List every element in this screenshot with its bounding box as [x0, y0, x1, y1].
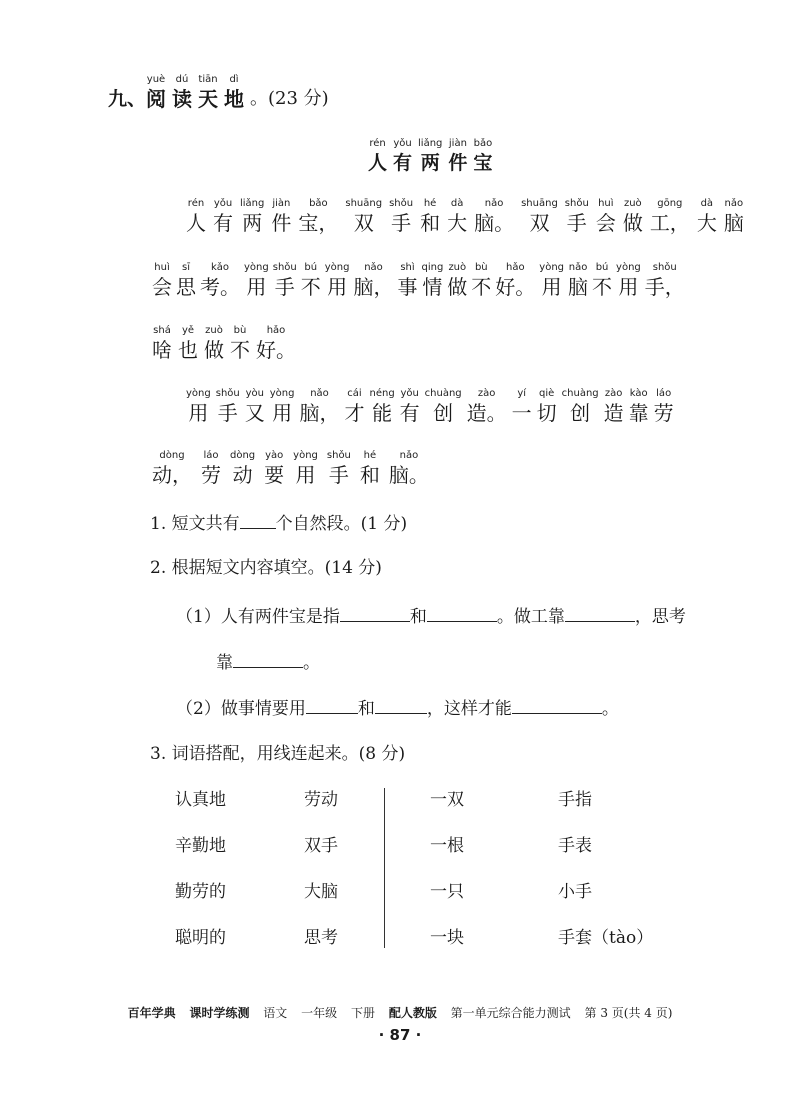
hanzi: 手 — [328, 463, 349, 487]
hanzi: 做 — [622, 211, 643, 235]
pinyin: yí — [517, 388, 527, 399]
hanzi: 做 — [204, 338, 224, 362]
ruby-char — [201, 450, 221, 488]
hanzi: 读 — [172, 87, 193, 111]
hanzi: 手， — [644, 275, 685, 299]
pinyin: yòu — [245, 388, 264, 399]
ruby-char — [512, 388, 532, 426]
hanzi: 用 — [272, 401, 293, 425]
pinyin: rén — [369, 138, 386, 149]
hanzi: 啥 — [152, 338, 172, 362]
match-word[interactable]: 思考 — [304, 928, 338, 948]
hanzi: 劳 — [653, 401, 674, 425]
pinyin: zào — [604, 388, 623, 399]
pinyin: bú — [304, 262, 318, 273]
hanzi: 切 — [536, 401, 557, 425]
ruby-char — [344, 388, 364, 426]
hanzi: 会 — [152, 275, 172, 299]
hanzi: 劳 — [201, 463, 221, 487]
ruby-char — [213, 198, 233, 236]
ruby-char — [447, 262, 467, 300]
hanzi: 手 — [217, 401, 238, 425]
footer-unit: 第一单元综合能力测试 — [450, 1006, 571, 1020]
hanzi: 靠 — [628, 401, 649, 425]
pinyin: dà — [450, 198, 464, 209]
pinyin: yòng — [324, 262, 350, 273]
ruby-char — [654, 388, 674, 426]
ruby-char — [152, 262, 172, 300]
pinyin: nǎo — [724, 198, 744, 209]
ruby-char — [596, 198, 616, 236]
ruby-char — [325, 262, 350, 300]
pinyin: dòng — [159, 450, 185, 461]
ruby-char — [425, 388, 462, 426]
ruby-char — [623, 198, 643, 236]
match-word[interactable]: 大脑 — [304, 882, 338, 902]
hanzi: 不 — [230, 338, 250, 362]
ruby-char — [400, 388, 420, 426]
column-divider — [384, 788, 385, 948]
ruby-char — [301, 262, 321, 300]
ruby-char — [264, 450, 284, 488]
ruby-char — [369, 388, 394, 426]
ruby-char — [568, 262, 588, 300]
hanzi: 事 — [397, 275, 418, 299]
ruby-char — [204, 325, 224, 363]
pinyin: chuàng — [424, 388, 462, 399]
hanzi: 不 — [592, 275, 613, 299]
hanzi: 一 — [511, 401, 532, 425]
ruby-char — [467, 388, 507, 426]
pinyin: nǎo — [310, 388, 329, 399]
answer-blank[interactable] — [565, 603, 635, 622]
footer-volume: 下册 — [350, 1006, 375, 1020]
hanzi: 不 — [300, 275, 321, 299]
pinyin: bú — [595, 262, 609, 273]
hanzi: 地 — [224, 87, 245, 111]
hanzi: 人 — [368, 152, 388, 174]
pinyin: yǒu — [213, 198, 233, 209]
ruby-char — [521, 198, 558, 236]
ruby-char — [152, 325, 172, 363]
hanzi: 和 — [420, 211, 441, 235]
pinyin: shǒu — [272, 262, 297, 273]
pinyin: shǒu — [215, 388, 240, 399]
pinyin: shǒu — [326, 450, 351, 461]
ruby-char — [397, 262, 417, 300]
hanzi: 和 — [359, 463, 380, 487]
pinyin: dòng — [230, 450, 256, 461]
hanzi: 考。 — [200, 275, 240, 299]
pinyin: shì — [400, 262, 415, 273]
pinyin: shá — [153, 325, 171, 336]
ruby-char — [389, 198, 413, 236]
match-word[interactable]: 手套（tào） — [558, 928, 654, 948]
pinyin: sī — [182, 262, 190, 273]
ruby-char — [650, 198, 690, 236]
pinyin: yòng — [539, 262, 565, 273]
hanzi: 造 — [603, 401, 624, 425]
ruby-char — [616, 262, 641, 300]
ruby-char — [368, 138, 387, 176]
pinyin: yào — [265, 450, 284, 461]
hanzi: 脑。 — [388, 463, 429, 487]
ruby-char — [360, 450, 380, 488]
hanzi: 用 — [618, 275, 639, 299]
hanzi: 两 — [242, 211, 263, 235]
pinyin: zuò — [205, 325, 223, 336]
ruby-char — [216, 388, 240, 426]
hanzi: 宝 — [473, 152, 493, 174]
question-2-1: （1）人有两件宝是指 和 。做工靠 ，思考 — [176, 603, 686, 629]
answer-blank[interactable] — [375, 695, 427, 714]
pinyin: zào — [477, 388, 496, 399]
ruby-char — [724, 198, 744, 236]
hanzi: 用 — [541, 275, 562, 299]
passage-line-2 — [152, 262, 689, 300]
pinyin: nǎo — [399, 450, 419, 461]
hanzi: 有 — [393, 152, 413, 174]
match-word[interactable]: 认真地 — [175, 790, 226, 810]
hanzi: 双 — [529, 211, 550, 235]
hanzi: 又 — [244, 401, 265, 425]
pinyin: rén — [187, 198, 205, 209]
ruby-char — [471, 262, 491, 300]
ruby-char — [495, 262, 535, 300]
ruby-char — [592, 262, 612, 300]
pinyin: yǒu — [393, 138, 412, 149]
hanzi: 做 — [447, 275, 468, 299]
pinyin: bǎo — [473, 138, 493, 149]
ruby-char — [273, 262, 297, 300]
ruby-char — [697, 198, 717, 236]
pinyin: dú — [175, 74, 189, 85]
pinyin: shuāng — [521, 198, 558, 209]
pinyin: hǎo — [506, 262, 525, 273]
match-word[interactable]: 一块 — [430, 928, 464, 948]
hanzi: 能 — [372, 401, 393, 425]
ruby-char — [186, 198, 206, 236]
answer-blank[interactable] — [340, 603, 410, 622]
hanzi: 动， — [152, 463, 192, 487]
pinyin: kǎo — [210, 262, 230, 273]
answer-blank[interactable] — [306, 695, 358, 714]
hanzi: 阅 — [146, 87, 167, 111]
pinyin: kào — [629, 388, 648, 399]
ruby-char — [293, 450, 318, 488]
hanzi: 动 — [232, 463, 253, 487]
hanzi: 大 — [447, 211, 468, 235]
hanzi: 脑 — [723, 211, 744, 235]
ruby-char — [447, 198, 467, 236]
ruby-char — [565, 198, 589, 236]
pinyin: yòng — [244, 262, 269, 273]
ruby-char — [224, 74, 244, 112]
ruby-char — [327, 450, 351, 488]
footer-series: 课时学练测 — [189, 1006, 250, 1020]
ruby-char — [539, 262, 564, 300]
match-word[interactable]: 双手 — [304, 836, 338, 856]
hanzi: 工， — [649, 211, 690, 235]
ruby-char — [389, 450, 429, 488]
pinyin: tiān — [198, 74, 218, 85]
match-word[interactable]: 勤劳的 — [175, 882, 226, 902]
question-3: 3. 词语搭配，用线连起来。(8 分) — [150, 744, 406, 764]
passage-line-4 — [186, 388, 679, 426]
hanzi: 要 — [264, 463, 285, 487]
answer-blank[interactable] — [233, 649, 303, 668]
pinyin: qiè — [539, 388, 555, 399]
pinyin: yě — [181, 325, 195, 336]
hanzi: 大 — [696, 211, 717, 235]
question-2: 2. 根据短文内容填空。(14 分) — [150, 558, 382, 578]
ruby-char — [271, 198, 291, 236]
pinyin: huì — [598, 198, 614, 209]
pinyin: liǎng — [240, 198, 265, 209]
hanzi: 有 — [399, 401, 420, 425]
ruby-char — [176, 262, 196, 300]
pinyin: jiàn — [272, 198, 291, 209]
ruby-char — [245, 388, 265, 426]
hanzi: 用 — [188, 401, 209, 425]
ruby-char — [230, 325, 250, 363]
hanzi: 创 — [433, 401, 454, 425]
hanzi: 脑。 — [474, 211, 515, 235]
pinyin: shǒu — [564, 198, 589, 209]
page-number: · 87 · — [378, 1026, 422, 1044]
hanzi: 用 — [327, 275, 348, 299]
pinyin: cái — [347, 388, 362, 399]
footer-subject: 语文 — [263, 1006, 288, 1020]
answer-blank[interactable] — [427, 603, 497, 622]
pinyin: néng — [369, 388, 395, 399]
footer-brand: 百年学典 — [127, 1006, 176, 1020]
ruby-char — [240, 198, 264, 236]
hanzi: 好。 — [256, 338, 296, 362]
section-score: 。(23 分) — [250, 88, 329, 109]
pinyin: liǎng — [418, 138, 443, 149]
pinyin: yǒu — [400, 388, 419, 399]
pinyin: dì — [229, 74, 239, 85]
hanzi: 也 — [178, 338, 198, 362]
pinyin: yuè — [146, 74, 166, 85]
pinyin: yòng — [293, 450, 318, 461]
hanzi: 会 — [595, 211, 616, 235]
ruby-char — [299, 388, 339, 426]
answer-blank[interactable] — [240, 510, 276, 529]
ruby-char — [256, 325, 296, 363]
ruby-char — [186, 388, 211, 426]
pinyin: yòng — [269, 388, 295, 399]
hanzi: 创 — [570, 401, 591, 425]
pinyin: hǎo — [266, 325, 286, 336]
pinyin: láo — [656, 388, 672, 399]
pinyin: shǒu — [652, 262, 677, 273]
ruby-char — [146, 74, 166, 112]
pinyin: zuò — [448, 262, 467, 273]
question-2-2: （2）做事情要用 和 ，这样才能 。 — [176, 695, 619, 721]
hanzi: 思 — [176, 275, 196, 299]
ruby-char — [420, 198, 440, 236]
pinyin: yòng — [186, 388, 211, 399]
ruby-char — [473, 138, 492, 176]
ruby-char — [537, 388, 557, 426]
match-word[interactable]: 手表 — [558, 836, 592, 856]
pinyin: chuàng — [561, 388, 599, 399]
hanzi: 造。 — [466, 401, 507, 425]
pinyin: yòng — [616, 262, 641, 273]
ruby-char — [393, 138, 412, 176]
ruby-char — [172, 74, 192, 112]
match-word[interactable]: 聪明的 — [175, 928, 226, 948]
match-word[interactable]: 小手 — [558, 882, 592, 902]
hanzi: 情 — [422, 275, 443, 299]
question-2-1-continued: 靠 。 — [216, 649, 320, 675]
ruby-char — [178, 325, 198, 363]
hanzi: 天 — [198, 87, 219, 111]
ruby-char — [298, 198, 338, 236]
match-word[interactable]: 辛勤地 — [175, 836, 226, 856]
pinyin: gōng — [657, 198, 683, 209]
pinyin: bù — [474, 262, 488, 273]
pinyin: zuò — [623, 198, 642, 209]
hanzi: 手 — [274, 275, 295, 299]
ruby-char — [562, 388, 599, 426]
hanzi: 手 — [391, 211, 412, 235]
hanzi: 件 — [448, 152, 468, 174]
answer-blank[interactable] — [512, 695, 602, 714]
pinyin: láo — [203, 450, 219, 461]
pinyin: hé — [363, 450, 377, 461]
match-word[interactable]: 劳动 — [304, 790, 338, 810]
ruby-char — [604, 388, 624, 426]
hanzi: 脑， — [353, 275, 394, 299]
match-word[interactable]: 一根 — [430, 836, 464, 856]
ruby-char — [244, 262, 269, 300]
ruby-char — [629, 388, 649, 426]
pinyin: shǒu — [389, 198, 414, 209]
footer-grade: 一年级 — [301, 1006, 338, 1020]
match-word[interactable]: 一只 — [430, 882, 464, 902]
hanzi: 双 — [353, 211, 374, 235]
pinyin: dà — [700, 198, 714, 209]
ruby-char — [421, 262, 443, 300]
hanzi: 不 — [471, 275, 492, 299]
ruby-char — [645, 262, 685, 300]
ruby-char — [448, 138, 467, 176]
ruby-char — [474, 198, 514, 236]
pinyin: nǎo — [364, 262, 383, 273]
ruby-char — [230, 450, 255, 488]
ruby-char — [198, 74, 218, 112]
hanzi: 才 — [344, 401, 365, 425]
hanzi: 手 — [566, 211, 587, 235]
hanzi: 件 — [271, 211, 292, 235]
pinyin: bǎo — [309, 198, 328, 209]
ruby-char — [353, 262, 393, 300]
passage-line-3 — [152, 325, 302, 363]
ruby-char — [152, 450, 192, 488]
ruby-char — [270, 388, 295, 426]
pinyin: bù — [233, 325, 247, 336]
hanzi: 人 — [186, 211, 206, 235]
pinyin: hé — [423, 198, 437, 209]
ruby-char — [345, 198, 382, 236]
page-footer — [0, 1004, 800, 1021]
pinyin: nǎo — [568, 262, 588, 273]
pinyin: jiàn — [448, 138, 467, 149]
hanzi: 脑 — [568, 275, 589, 299]
ruby-char — [418, 138, 442, 176]
hanzi: 用 — [246, 275, 267, 299]
question-1: 1. 短文共有 个自然段。(1 分) — [150, 510, 407, 536]
footer-edition: 配人教版 — [388, 1006, 437, 1020]
pinyin: nǎo — [484, 198, 504, 209]
passage-line-1 — [186, 198, 751, 236]
match-word[interactable]: 手指 — [558, 790, 592, 810]
pinyin: shuāng — [345, 198, 383, 209]
pinyin: huì — [154, 262, 170, 273]
ruby-char — [200, 262, 240, 300]
section-heading — [108, 74, 329, 112]
hanzi: 有 — [213, 211, 233, 235]
hanzi: 脑， — [299, 401, 340, 425]
passage-title — [368, 138, 498, 176]
match-word[interactable]: 一双 — [430, 790, 464, 810]
hanzi: 好。 — [495, 275, 536, 299]
passage-line-5 — [152, 450, 438, 488]
hanzi: 两 — [420, 152, 440, 174]
pinyin: qing — [421, 262, 444, 273]
hanzi: 宝， — [298, 211, 339, 235]
section-number: 九、 — [108, 88, 147, 110]
footer-page-count: 第 3 页(共 4 页) — [584, 1006, 673, 1020]
hanzi: 用 — [295, 463, 316, 487]
